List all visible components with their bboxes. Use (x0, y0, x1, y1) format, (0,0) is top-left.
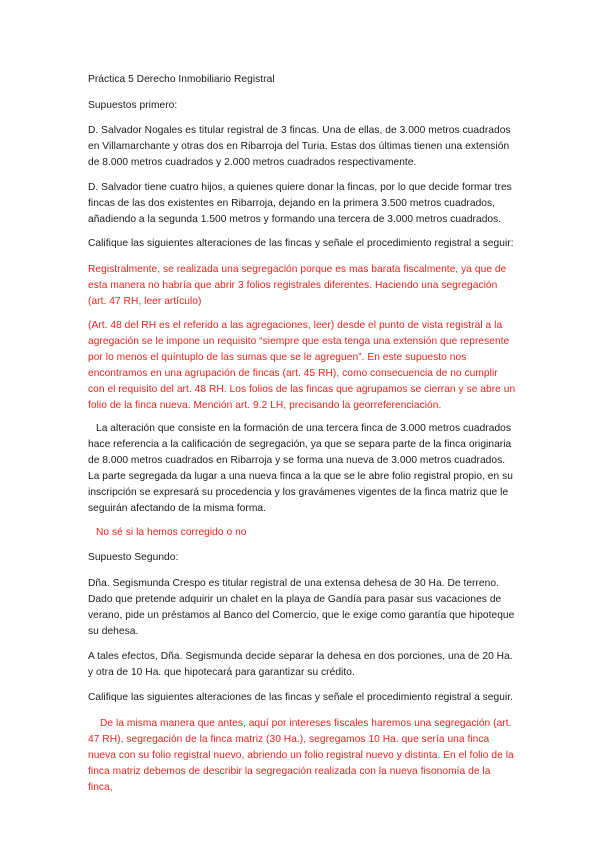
question-2: Califique las siguientes alteraciones de las fincas y señale el procedimiento registral a seguir. (88, 692, 514, 703)
paragraph-supuesto-1-intro: D. Salvador Nogales es titular registral de 3 fincas. Una de ellas, de 3.000 metros cuadrados en Villamarchante y otras dos en Ribarroja del Turia. Estas dos últimas tienen una extensión de 8.000 metros cuadrados y 2.000 metros cuadrados respectivamente. (88, 125, 511, 168)
correction-note: No sé si la hemos corregido o no (96, 527, 247, 538)
answer-2-paragraph-1: De la misma manera que antes, aquí por intereses fiscales haremos una segregación (art. 47 RH), segregación de la finca matriz (30 Ha.), segregamos 10 Ha. que sería una finca nueva con su folio registral nuevo, abriendo un folio registral nuevo y distinta. En el folio de la finca matriz debemos de describir la segregación realizada con la nueva fisonomía de la finca, (88, 718, 514, 793)
paragraph-supuesto-2-detail: A tales efectos, Dña. Segismunda decide separar la dehesa en dos porciones, una de 20 Ha. y otra de 10 Ha. que hipotecará para garantizar su crédito. (88, 651, 513, 678)
answer-1-paragraph-2: (Art. 48 del RH es el referido a las agregaciones, leer) desde el punto de vista registral a la agregación se le impone un requisito “siempre que esta tenga una extensión que represente por lo menos el quíntuplo de las sumas que se le agreguen”. En este supuesto nos encontramos en una agrupación de fincas (art. 45 RH), como consecuencia de no cumplir con el requisito del art. 48 RH. Los folios de las fincas que agrupamos se cierran y se abre un folio de la finca nueva. Mención art. 9.2 LH, precisando la georreferenciación. (88, 320, 516, 411)
answer-1-paragraph-1: Registralmente, se realizada una segregación porque es mas barata fiscalmente, ya que de esta manera no habría que abrir 3 folios registrales diferentes. Haciendo una segregación (art. 47 RH, leer artículo) (88, 264, 507, 307)
paragraph-supuesto-2-intro: Dña. Segismunda Crespo es titular registral de una extensa dehesa de 30 Ha. De terreno. Dado que pretende adquirir un chalet en la playa de Gandía para pasar sus vacaciones de verano, pide un préstamos al Banco del Comercio, que le exige como garantía que hipoteque su dehesa. (88, 578, 515, 637)
heading-supuesto-segundo: Supuesto Segundo: (88, 552, 179, 563)
document-title: Práctica 5 Derecho Inmobiliario Registral (88, 74, 275, 85)
paragraph-supuesto-1-detail: D. Salvador tiene cuatro hijos, a quienes quiere donar la fincas, por lo que decide formar tres fincas de las dos existentes en Ribarroja, dejando en la primera 3.500 metros cuadrados, añadiendo a la segunda 1.500 metros y formando una tercera de 3.000 metros cuadrados. (88, 182, 512, 225)
question-1: Califique las siguientes alteraciones de las fincas y señale el procedimiento registral a seguir: (88, 238, 514, 249)
heading-supuesto-primero: Supuestos primero: (88, 100, 178, 111)
answer-1-paragraph-3: La alteración que consiste en la formación de una tercera finca de 3.000 metros cuadrados hace referencia a la calificación de segregación, ya que se separa parte de la finca originaria de 8.000 metros cuadrados en Ribarroja y se forma una nueva de 3.000 metros cuadrados. La parte segregada da lugar a una nueva finca a la que se le abre folio registral propio, en su inscripción se expresará su procedencia y los gravámenes vigentes de la finca matriz que le seguirán afectando de la misma forma. (88, 423, 513, 514)
